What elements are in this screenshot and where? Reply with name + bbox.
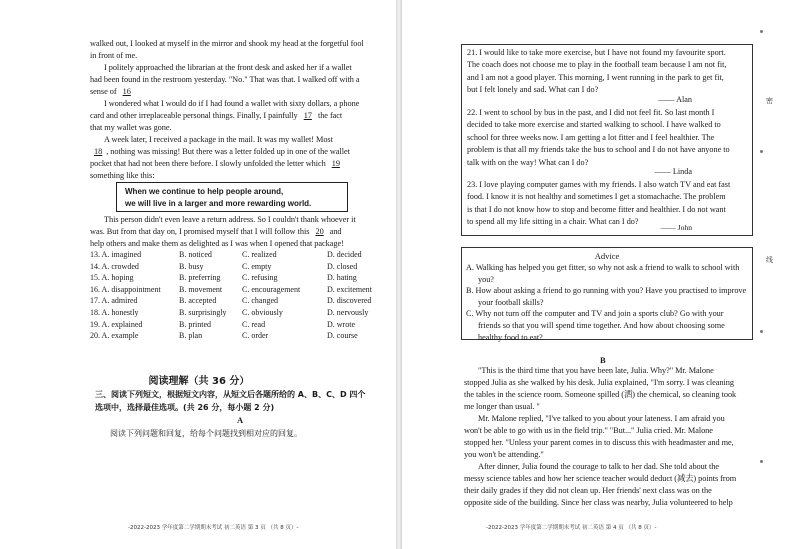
story-line-7: card and other irreplaceable personal things. Finally, I painfully 17 the fact — [90, 111, 343, 120]
letter-21: 21. I would like to take more exercise, but I have not found my favourite sport. The coach does not choose me to play in the football team because I am not fit, and I am not a good player. This morning, I went running in the park to get fit, but I felt lonely and sad. What can I do? — [467, 48, 727, 95]
letters-box — [461, 44, 753, 236]
option-row: 20. A. example B. plan C. order D. course — [90, 331, 358, 341]
blank-17: 17 — [303, 111, 312, 120]
option-row: 19. A. explained B. printed C. read D. wrote — [90, 319, 355, 329]
quote-box — [116, 182, 348, 212]
letter-23: 23. I love playing computer games with my friends. I also watch TV and eat fast food. I know it is not healthy and sometimes I get a stomachache. The problem is that I do not know how to stop and become fitter and healthier. I do not want to spend all my life sitting in a chair. What can I do? — [467, 180, 731, 227]
story-line-4: had been found in the restroom yesterday. "No." That was that. I walked off with a — [90, 75, 360, 84]
quote-line-1: When we continue to help people around, — [125, 187, 284, 196]
option-row: 16. A. disappointment B. movement C. encouragement D. excitement — [90, 284, 372, 294]
story-line-1: walked out, I looked at myself in the mirror and shook my head at the forgetful fool — [90, 39, 364, 48]
story-line-5: sense of 16 — [90, 86, 382, 98]
signature-john: —— John — [660, 223, 692, 232]
option-row: 18. A. honestly B. surprisingly C. obviously D. nervously — [90, 307, 369, 317]
advice-box — [461, 247, 753, 340]
option-row: 17. A. admired B. accepted C. changed D. discovered — [90, 296, 372, 306]
option-row: 15. A. hoping B. preferring C. refusing D. hating — [90, 273, 357, 283]
story-line-2: in front of me. — [90, 51, 138, 60]
signature-alan: —— Alan — [658, 95, 692, 104]
sub-heading-b: B — [600, 355, 606, 365]
binding-mark-1: 密 — [766, 97, 773, 105]
signature-linda: —— Linda — [654, 167, 692, 176]
story-line-14: was. But from that day on, I promised myself that I will follow this 20 and — [90, 227, 342, 236]
scan-dot — [760, 330, 763, 333]
letter-22: 22. I went to school by bus in the past, and I did not feel fit. So last month I decided to take more exercise and started walking to school. I have walked to school for three weeks now. I am getting a lot fitter and I feel healthier. The problem is that all my friends take the bus to school and I do not have anyone to talk with on the way! What can I do? — [467, 108, 730, 167]
story-line-9: A week later, I received a package in the mail. It was my wallet! Most — [104, 135, 333, 144]
story-line-10: 18 , nothing was missing! But there was a letter folded up in one of the wallet — [90, 146, 382, 158]
scan-dot — [760, 30, 763, 33]
story-line-13: This person didn't even leave a return address. So I couldn't thank whoever it — [104, 215, 356, 224]
blank-16: 16 — [122, 87, 131, 96]
section-instruction: 三、阅读下列短文，根据短文内容，从短文后各题所给的 A、B、C、D 四个 选项中，选择最佳选项。(共 26 分，每小题 2 分) — [95, 390, 366, 412]
advice-a: A. Walking has helped you get fitter, so why not ask a friend to walk to school with you? — [466, 263, 740, 284]
blank-19: 19 — [331, 159, 340, 168]
options-table — [90, 249, 390, 342]
story-line-12: something like this: — [90, 171, 155, 180]
advice-b: B. How about asking a friend to go running with you? Have you practised to improve your football skills? — [466, 286, 747, 307]
page-footer-right: -2022-2023 学年度第二学期期末考试 初二英语 第 4 页 （共 8 页）- — [486, 525, 657, 531]
page-footer-left: -2022-2023 学年度第二学期期末考试 初二英语 第 3 页 （共 8 页）- — [128, 525, 299, 531]
section-title: 阅读理解（共 36 分） — [148, 376, 250, 387]
story-line-8: that my wallet was gone. — [90, 123, 172, 132]
quote-line-2: we will live in a larger and more rewarding world. — [125, 199, 312, 208]
scan-dot — [760, 460, 763, 463]
scan-dot — [760, 150, 763, 153]
blank-18: 18 — [94, 147, 103, 156]
story-line-15: help others and make them as delighted as I was when I opened that package! — [90, 239, 344, 248]
option-row: 14. A. crowded B. busy C. empty D. closed — [90, 261, 358, 271]
advice-title: Advice — [594, 251, 620, 261]
story-line-11: pocket that had not been there before. I slowly unfolded the letter which 19 — [90, 158, 382, 170]
binding-mark-2: 线 — [766, 256, 773, 264]
reading-instruction: 阅读下列问题和回复，给每个问题找到相对应的回复。 — [110, 429, 302, 438]
blank-20: 20 — [315, 227, 324, 236]
right-page: 21. I would like to take more exercise, but I have not found my favourite sport. The coach does not choose me to play in the football team because I am not fit, and I am not a good player. This morning, I went running in the park to get fit, but I felt lonely and sad. What can I do? —— Alan 22. I went to school by bus in the past, and I did not feel fit. So last month I decided to take more exercise and started walking to school. I have walked to school for three weeks now. I am getting a lot fitter and I feel healthier. The problem is that all my friends take the bus to school and I do not have anyone to talk with on the way! What can I do? —— Linda 23. I love playing computer games with my friends. I also watch TV and eat fast food. I know it is not healthy and sometimes I get a stomachache. The problem is that I do not know how to stop and become fitter and healthier. I do not want to spend all my life sitting in a chair. What can I do? —— John Advice A. Walking has helped you get fitter, so why not ask a friend to walk to school with you? B. How about asking a friend to go running with you? Have you practised to improve your football skills? C. Why not turn off the computer and TV and join a sports club? Go with your friends so that you will spend time together. And how about choosing some healthy food to eat? B "This is the third time that you have been late, Julia. Why?" Mr. Malone stopped Julia as she walked by his desk. Julia explained, "I'm sorry. I was cleaning the tables in the science room. Someone spilled (洒) the chemical, so cleaning took me longer than usual. " Mr. Malone replied, "I've talked to you about your lateness. I am afraid you won't be able to go with us in the field trip." "But..." Julia cried. Mr. Malone stopped her. "Unless your parent comes in to discuss this with headmaster and me, you won't be attending." After dinner, Julia found the courage to talk to her dad. She told about the messy science tables and how her science teacher would deduct (减去) points from their daily grades if they did not clean up. Her friends' next class was on the opposite side of the building. Since her class was nearby, Julia volunteered to help -2022-2023 学年度第二学期期末考试 初二英语 第 4 页 （共 8 页）- 密 线 — [398, 0, 794, 549]
sub-heading-a: A — [237, 415, 244, 425]
story-line-3: I politely approached the librarian at the front desk and asked her if a wallet — [104, 63, 352, 72]
advice-c: C. Why not turn off the computer and TV and join a sports club? Go with your friends so that you will spend time together. And how about choosing some healthy food to eat? — [466, 309, 725, 342]
option-row: 13. A. imagined B. noticed C. realized D. decided — [90, 250, 362, 259]
story-line-6: I wondered what I would do if I had found a wallet with sixty dollars, a phone — [104, 99, 360, 108]
